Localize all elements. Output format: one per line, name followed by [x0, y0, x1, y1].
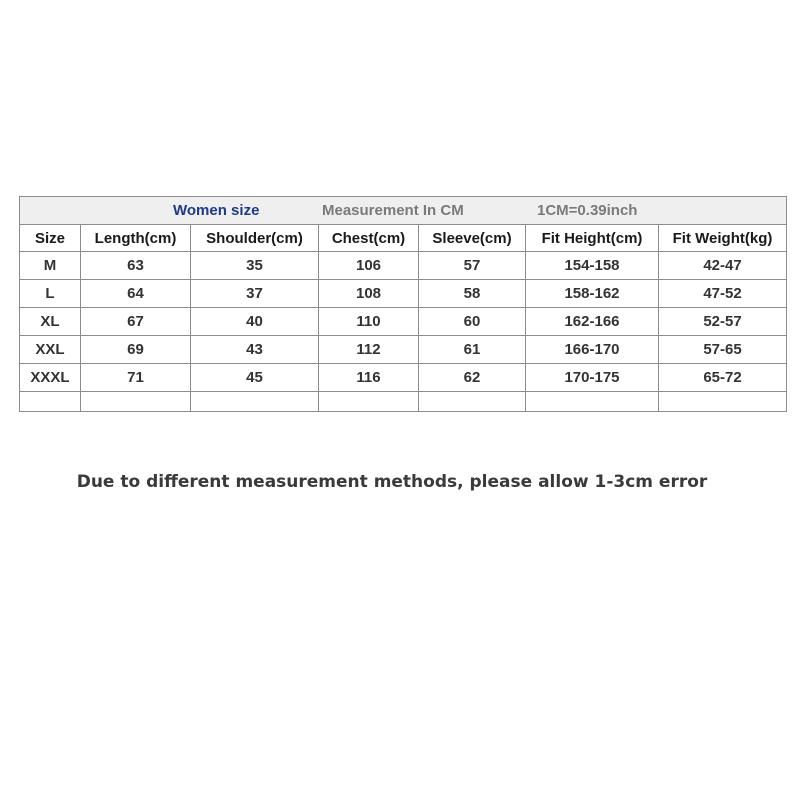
length-cell: 69	[81, 336, 191, 364]
fit-weight-cell: 65-72	[659, 364, 787, 392]
shoulder-cell: 35	[191, 252, 319, 280]
fit-height-cell: 158-162	[526, 280, 659, 308]
shoulder-cell: 45	[191, 364, 319, 392]
sleeve-cell: 57	[419, 252, 526, 280]
length-cell: 64	[81, 280, 191, 308]
empty-cell	[526, 392, 659, 412]
column-header-sleeve: Sleeve(cm)	[419, 225, 526, 252]
size-chart-table	[19, 196, 787, 412]
empty-table-row	[20, 392, 787, 412]
empty-cell	[81, 392, 191, 412]
fit-weight-cell: 57-65	[659, 336, 787, 364]
column-header-chest: Chest(cm)	[319, 225, 419, 252]
fit-weight-cell: 52-57	[659, 308, 787, 336]
empty-cell	[319, 392, 419, 412]
fit-height-cell: 170-175	[526, 364, 659, 392]
measurement-error-note: Due to different measurement methods, please allow 1-3cm error	[76, 472, 708, 492]
fit-height-cell: 166-170	[526, 336, 659, 364]
sleeve-cell: 58	[419, 280, 526, 308]
sleeve-cell: 60	[419, 308, 526, 336]
table-row	[20, 336, 787, 364]
size-cell: M	[20, 252, 81, 280]
size-cell: XL	[20, 308, 81, 336]
chest-cell: 110	[319, 308, 419, 336]
column-header-fit-weight: Fit Weight(kg)	[659, 225, 787, 252]
table-title-row	[20, 197, 787, 225]
fit-weight-cell: 47-52	[659, 280, 787, 308]
sleeve-cell: 62	[419, 364, 526, 392]
chest-cell: 112	[319, 336, 419, 364]
shoulder-cell: 37	[191, 280, 319, 308]
measurement-unit-label: Measurement In CM	[322, 202, 464, 219]
table-row	[20, 364, 787, 392]
table-title-cell	[20, 197, 787, 225]
chest-cell: 108	[319, 280, 419, 308]
fit-height-cell: 154-158	[526, 252, 659, 280]
sleeve-cell: 61	[419, 336, 526, 364]
chest-cell: 106	[319, 252, 419, 280]
column-header-length: Length(cm)	[81, 225, 191, 252]
empty-cell	[20, 392, 81, 412]
table-row	[20, 280, 787, 308]
length-cell: 67	[81, 308, 191, 336]
table-header-row	[20, 225, 787, 252]
table-row	[20, 252, 787, 280]
empty-cell	[191, 392, 319, 412]
shoulder-cell: 40	[191, 308, 319, 336]
column-header-shoulder: Shoulder(cm)	[191, 225, 319, 252]
shoulder-cell: 43	[191, 336, 319, 364]
column-header-size: Size	[20, 225, 81, 252]
women-size-title: Women size	[173, 202, 260, 219]
length-cell: 71	[81, 364, 191, 392]
table-row	[20, 308, 787, 336]
size-cell: XXL	[20, 336, 81, 364]
unit-conversion-label: 1CM=0.39inch	[537, 202, 638, 219]
empty-cell	[659, 392, 787, 412]
length-cell: 63	[81, 252, 191, 280]
fit-height-cell: 162-166	[526, 308, 659, 336]
size-cell: L	[20, 280, 81, 308]
chest-cell: 116	[319, 364, 419, 392]
column-header-fit-height: Fit Height(cm)	[526, 225, 659, 252]
size-cell: XXXL	[20, 364, 81, 392]
empty-cell	[419, 392, 526, 412]
fit-weight-cell: 42-47	[659, 252, 787, 280]
